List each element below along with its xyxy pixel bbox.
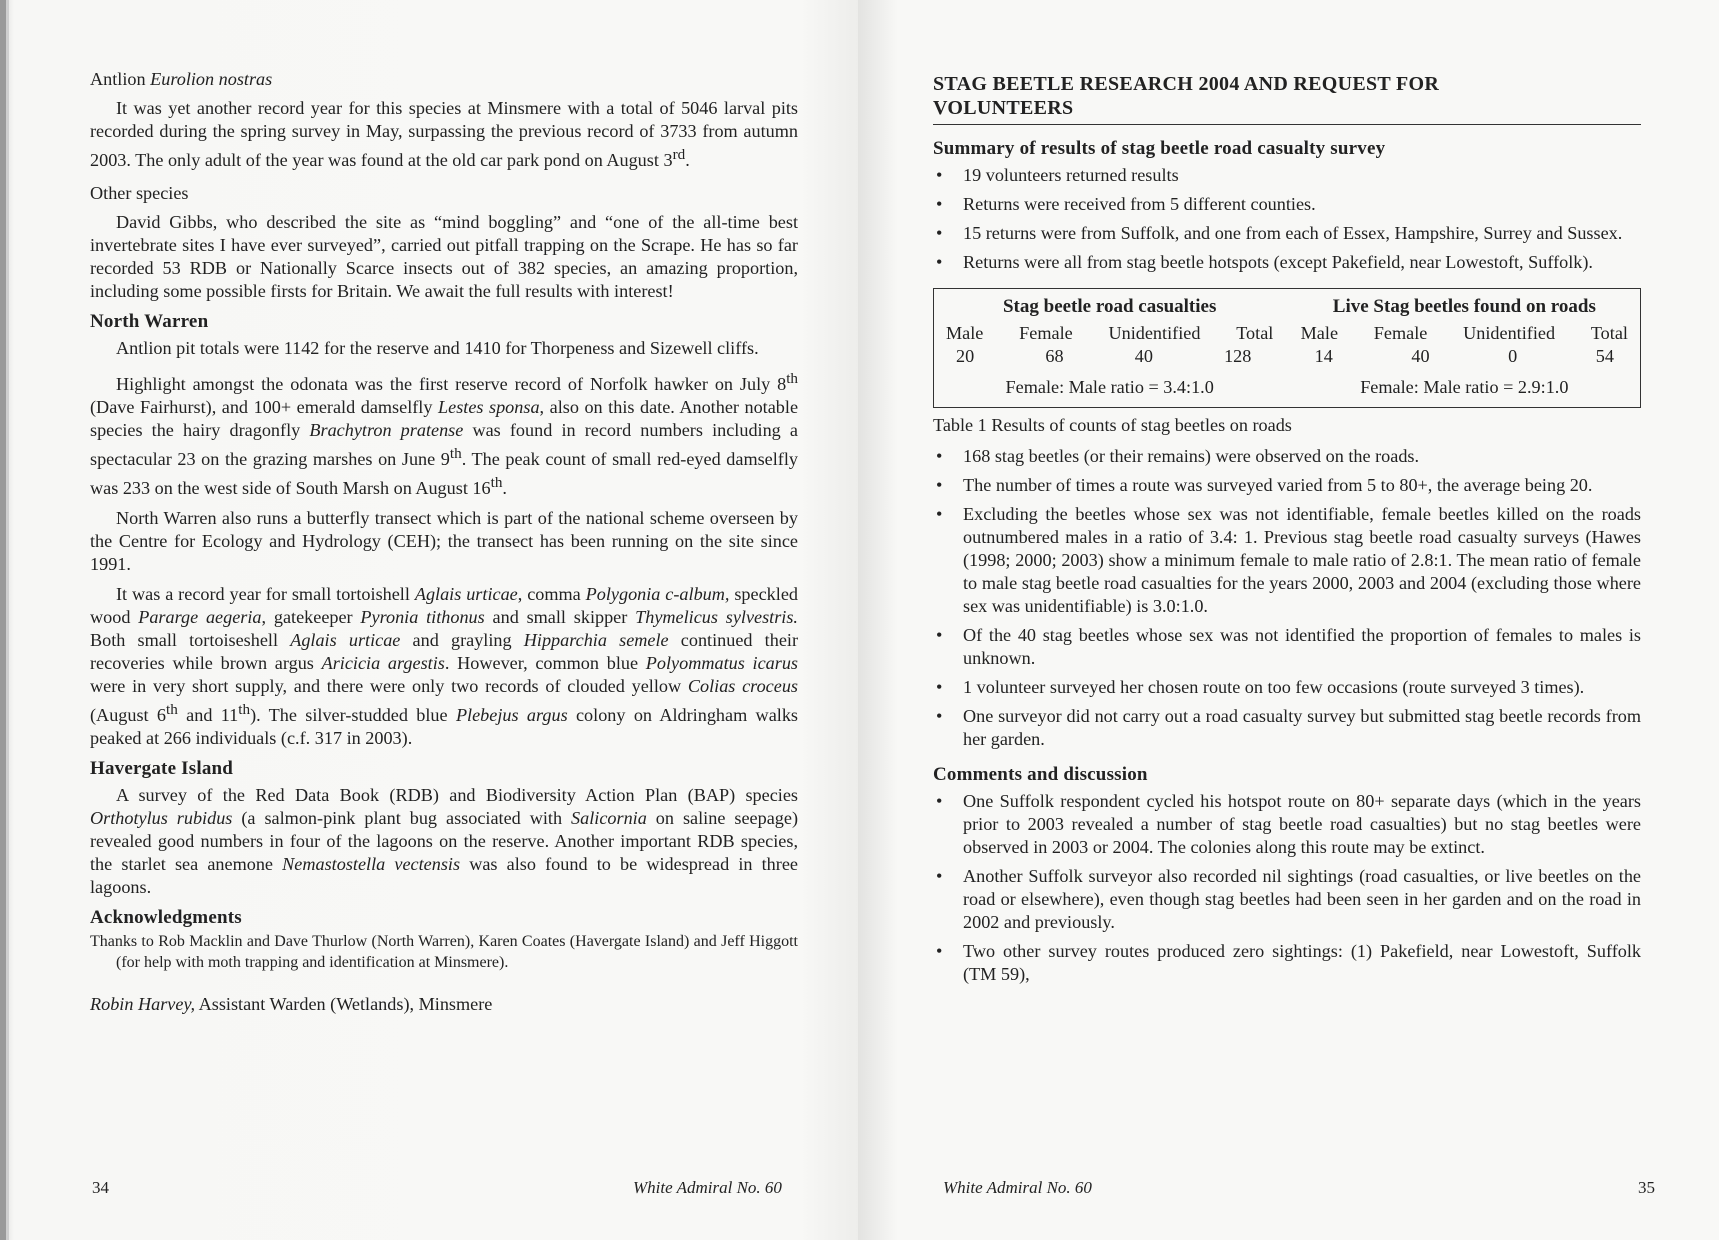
list-item: • Excluding the beetles whose sex was not identifiable, female beetles killed on the roads outnumbered males in a ratio of 3.4: 1. Previous stag beetle road casualty surveys (Hawes (1998; 2000; 2003) show a minimum female to male ratio of 2.8:1. The mean ratio of female to male stag beetle road casualties for the years 2000, 2003 and 2004 (excluding those where sex was unidentifiable) is 3.0:1.0.	[936, 504, 1641, 616]
cell-unidentified: 40	[1134, 346, 1153, 366]
list-item: • 15 returns were from Suffolk, and one from each of Essex, Hampshire, Surrey and Sussex.	[936, 223, 1623, 243]
odonata-paragraph: Highlight amongst the odonata was the first reserve record of Norfolk hawker on July 8th (Dave Fairhurst), and 100+ emerald damselfly Lestes sponsa, also on this date. Another notable species the hairy dragonfly Brachytron pratense was found in record numbers including a spectacular 23 on the grazing marshes on June 9th. The peak count of small red-eyed damselfly was 233 on the west side of South Marsh on August 16th.	[90, 370, 799, 499]
right-page	[858, 0, 1719, 1240]
page-edge-shadow	[6, 0, 9, 1240]
acknowledgments-heading: Acknowledgments	[90, 907, 242, 929]
table-header-row	[1301, 322, 1628, 345]
col-unidentified: Unidentified	[1463, 323, 1556, 343]
page-number-right: 35	[1638, 1178, 1655, 1197]
bullet-icon: •	[936, 252, 943, 272]
bullet-icon: •	[936, 677, 943, 697]
bullet-icon: •	[936, 475, 943, 495]
road-casualties-group	[946, 295, 1273, 399]
cell-male: 20	[956, 346, 975, 366]
cell-total: 128	[1224, 346, 1252, 366]
bullet-icon: •	[936, 866, 943, 886]
summary-list	[933, 164, 1641, 274]
summary-heading: Summary of results of stag beetle road casualty survey	[933, 138, 1386, 159]
results-list	[933, 445, 1641, 751]
antlion-pit-paragraph: Antlion pit totals were 1142 for the reserve and 1410 for Thorpeness and Sizewell cliffs.	[116, 338, 759, 359]
journal-footer-left: White Admiral No. 60	[633, 1178, 782, 1197]
bullet-icon: •	[936, 223, 943, 243]
page-number-left: 34	[92, 1178, 109, 1197]
bullet-icon: •	[936, 625, 943, 645]
other-species-subheading: Other species	[90, 183, 189, 204]
table-header-row	[946, 322, 1273, 345]
article-title	[933, 72, 1641, 125]
col-female: Female	[1019, 323, 1073, 343]
table-row	[1301, 345, 1628, 368]
havergate-heading: Havergate Island	[90, 758, 234, 780]
list-item: • Returns were received from 5 different counties.	[936, 194, 1316, 214]
antlion-subheading: Antlion Eurolion nostras	[90, 69, 273, 89]
author-signature: Robin Harvey, Assistant Warden (Wetlands), Minsmere	[90, 994, 493, 1015]
ratio-text: Female: Male ratio = 2.9:1.0	[1360, 377, 1569, 397]
acknowledgments-text: Thanks to Rob Macklin and Dave Thurlow (North Warren), Karen Coates (Havergate Island) and Jeff Higgott (for help with moth trapping and identification at Minsmere).	[90, 933, 798, 972]
north-warren-heading: North Warren	[90, 311, 209, 333]
list-item: • 1 volunteer surveyed her chosen route on too few occasions (route surveyed 3 times).	[936, 677, 1585, 697]
havergate-paragraph: A survey of the Red Data Book (RDB) and Biodiversity Action Plan (BAP) species Orthotylus rubidus (a salmon-pink plant bug associated with Salicornia on saline seepage) revealed good numbers in four of the lagoons on the reserve. Another important RDB species, the starlet sea anemone Nemastostella vectensis was also found to be widespread in three lagoons.	[90, 785, 798, 898]
transect-paragraph: North Warren also runs a butterfly transect which is part of the national scheme overseen by the Centre for Ecology and Hydrology (CEH); the transect has been running on the site since 1991.	[90, 508, 798, 575]
col-total: Total	[1236, 323, 1274, 343]
list-item: • Two other survey routes produced zero sightings: (1) Pakefield, near Lowestoft, Suffolk (TM 59),	[936, 941, 1641, 984]
col-unidentified: Unidentified	[1108, 323, 1201, 343]
live-beetles-title: Live Stag beetles found on roads	[1332, 296, 1596, 317]
cell-male: 14	[1314, 346, 1333, 366]
col-total: Total	[1590, 323, 1628, 343]
bullet-icon: •	[936, 504, 943, 524]
other-species-paragraph: David Gibbs, who described the site as “mind boggling” and “one of the all-time best invertebrate sites I have ever surveyed”, carried out pitfall trapping on the Scrape. He has so far recorded 53 RDB or Nationally Scarce insects out of 382 species, an amazing proportion, including some possible firsts for Britain. We await the full results with interest!	[90, 212, 798, 302]
bullet-icon: •	[936, 791, 943, 811]
list-item: • Of the 40 stag beetles whose sex was not identified the proportion of females to males is unknown.	[936, 625, 1641, 668]
ratio-text: Female: Male ratio = 3.4:1.0	[1005, 377, 1214, 397]
butterfly-paragraph: It was a record year for small tortoishell Aglais urticae, comma Polygonia c-album, speckled wood Pararge aegeria, gatekeeper Pyronia tithonus and small skipper Thymelicus sylvestris. Both small tortoiseshell Aglais urticae and grayling Hipparchia semele continued their recoveries while brown argus Aricicia argestis. However, common blue Polyommatus icarus were in very short supply, and there were only two records of clouded yellow Colias croceus (August 6th and 11th). The silver-studded blue Plebejus argus colony on Aldringham walks peaked at 266 individuals (c.f. 317 in 2003).	[90, 584, 798, 749]
road-casualties-title: Stag beetle road casualties	[1002, 296, 1217, 317]
title-line-1: STAG BEETLE RESEARCH 2004 AND REQUEST FOR	[933, 73, 1440, 95]
list-item: • One surveyor did not carry out a road casualty survey but submitted stag beetle records from her garden.	[936, 706, 1641, 749]
bullet-icon: •	[936, 941, 943, 961]
cell-unidentified: 0	[1508, 346, 1518, 366]
bullet-icon: •	[936, 165, 943, 185]
journal-footer-right: White Admiral No. 60	[943, 1178, 1092, 1197]
antlion-paragraph: It was yet another record year for this species at Minsmere with a total of 5046 larval pits recorded during the spring survey in May, surpassing the previous record of 3733 from autumn 2003. The only adult of the year was found at the old car park pond on August 3rd.	[90, 98, 798, 171]
cell-female: 68	[1045, 346, 1064, 366]
left-text-column	[90, 68, 798, 1016]
list-item: • 19 volunteers returned results	[936, 165, 1179, 185]
table-row	[946, 345, 1273, 368]
list-item: • 168 stag beetles (or their remains) were observed on the roads.	[936, 446, 1420, 466]
cell-female: 40	[1411, 346, 1430, 366]
bullet-icon: •	[936, 706, 943, 726]
live-beetles-group	[1301, 295, 1628, 399]
results-table	[933, 288, 1641, 408]
list-item: • Another Suffolk surveyor also recorded nil sightings (road casualties, or live beetles on the road or elsewhere), even though stag beetles had been seen in her garden and on the road in 2002 and previously.	[936, 866, 1641, 932]
comments-heading: Comments and discussion	[933, 764, 1148, 785]
title-line-2: VOLUNTEERS	[933, 97, 1074, 119]
list-item: • The number of times a route was surveyed varied from 5 to 80+, the average being 20.	[936, 475, 1593, 495]
cell-total: 54	[1595, 346, 1614, 366]
col-male: Male	[1300, 323, 1339, 343]
comments-list	[933, 790, 1641, 986]
bullet-icon: •	[936, 194, 943, 214]
list-item: • Returns were all from stag beetle hotspots (except Pakefield, near Lowestoft, Suffolk).	[936, 252, 1593, 272]
list-item: • One Suffolk respondent cycled his hotspot route on 80+ separate days (which in the years prior to 2003 revealed a number of stag beetle road casualties) but no stag beetles were observed in 2003 or 2004. The colonies along this route may be extinct.	[936, 791, 1641, 857]
col-female: Female	[1373, 323, 1428, 343]
right-text-column	[933, 72, 1641, 992]
table-caption: Table 1 Results of counts of stag beetles on roads	[933, 415, 1292, 435]
col-male: Male	[946, 323, 984, 343]
left-page	[0, 0, 858, 1240]
bullet-icon: •	[936, 446, 943, 466]
